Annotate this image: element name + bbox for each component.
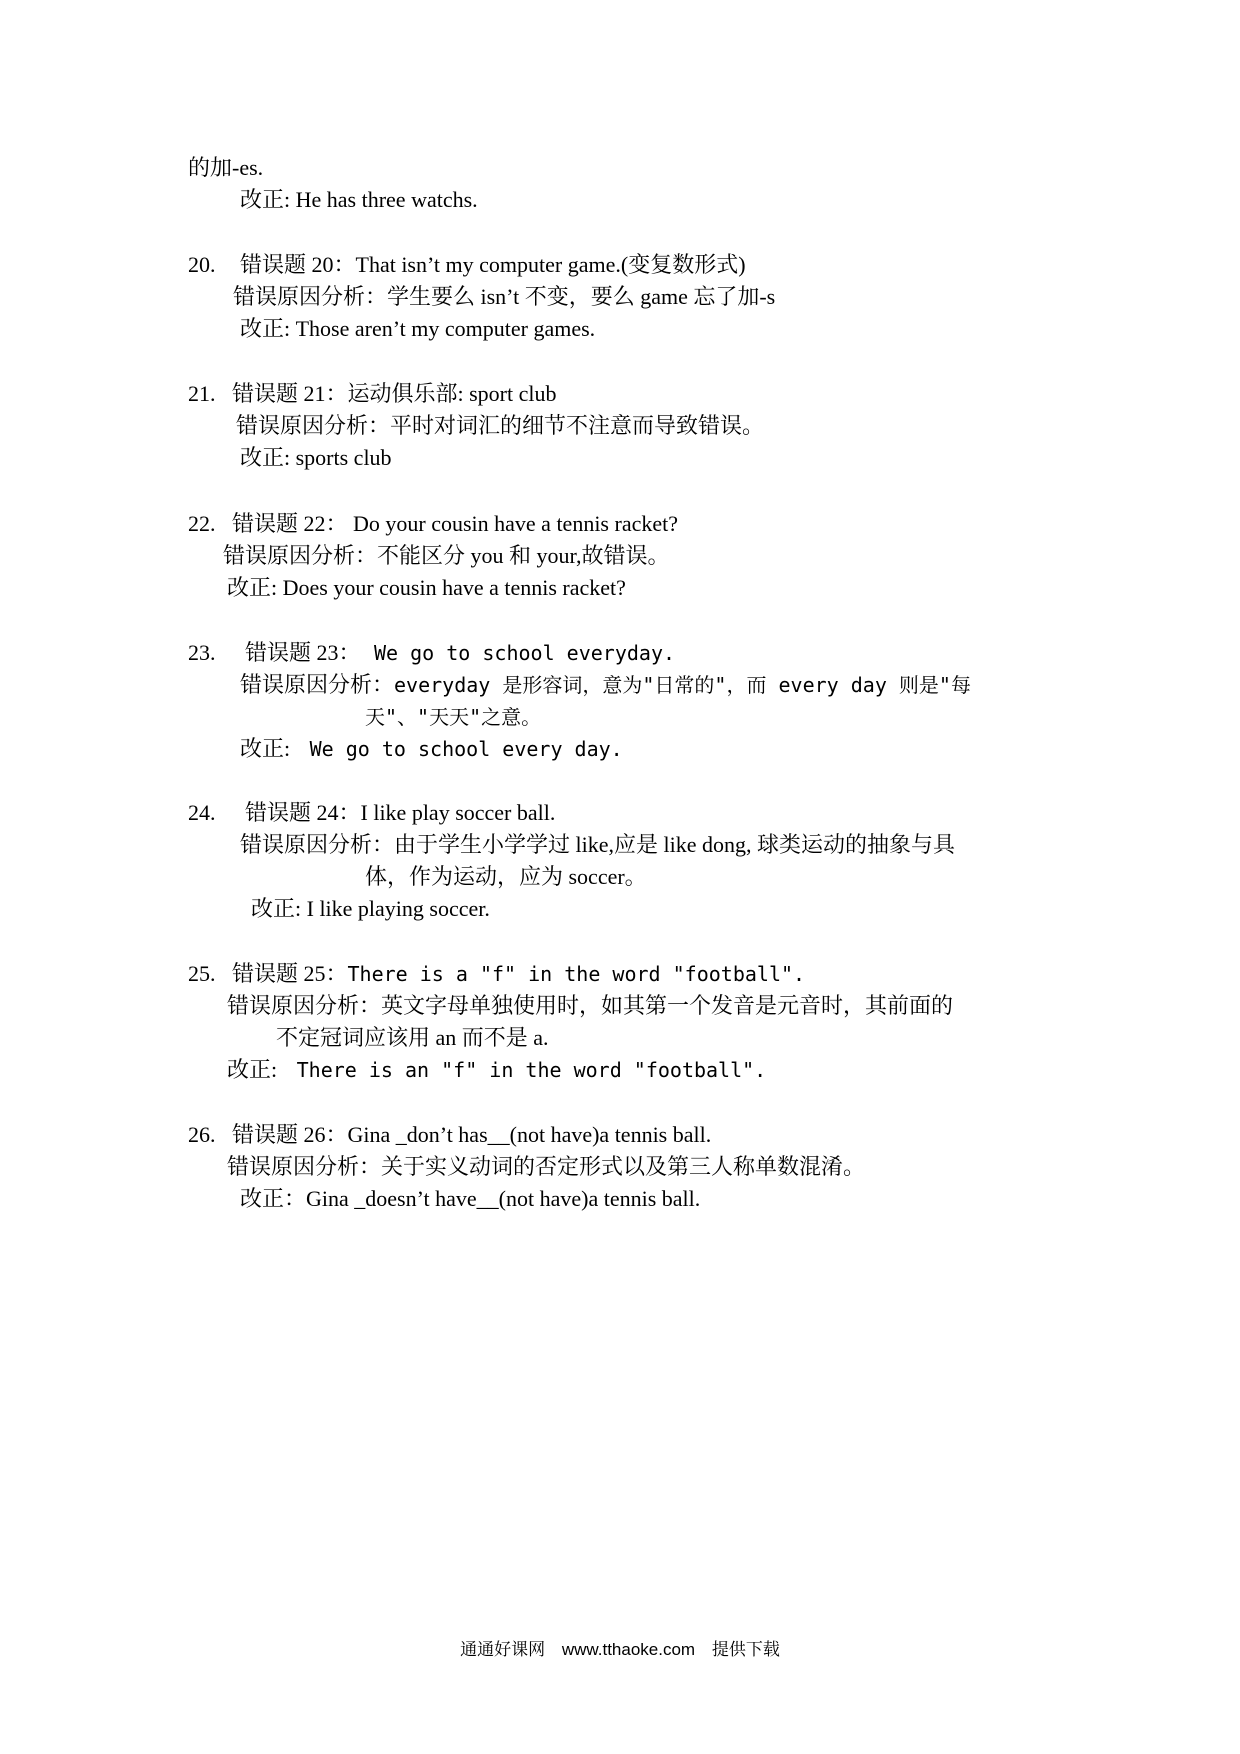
q20-title: 错误题 20：That isn’t my computer game.(变复数形式) [240,252,746,277]
q26-title: 错误题 26：Gina _don’t has__(not have)a tennis ball. [232,1122,712,1147]
intro-fix-label: 改正: [240,187,291,212]
q25-number: 25. [188,961,216,986]
q22-number: 22. [188,511,216,536]
intro-fix-text: He has three watchs. [290,187,478,212]
q25-analysis-cont: 不定冠词应该用 an 而不是 a. [276,1025,549,1050]
q20-number: 20. [188,252,216,277]
footer-site-name: 通通好课网 [460,1640,546,1659]
q23-analysis-cont: 天"、"天天"之意。 [365,705,542,729]
q25-analysis: 错误原因分析：英文字母单独使用时，如其第一个发音是元音时，其前面的 [227,993,954,1018]
q22-title: 错误题 22： Do your cousin have a tennis racket? [232,511,678,536]
q24-analysis: 错误原因分析：由于学生小学学过 like,应是 like dong, 球类运动的抽象与具 [240,832,955,857]
q20-fix: 改正: Those aren’t my computer games. [240,316,596,341]
q25-fix [227,1054,766,1086]
q21-title: 错误题 21：运动俱乐部: sport club [232,381,557,406]
page-footer [0,1638,1240,1662]
q23-fix-label: 改正: [240,736,291,761]
q24-fix: 改正: I like playing soccer. [251,896,490,921]
q26-fix: 改正：Gina _doesn’t have__(not have)a tennis ball. [240,1186,701,1211]
q23-title [245,637,675,669]
q24-number: 24. [188,800,216,825]
q23-fix [240,733,623,765]
q23-analysis-text: everyday 是形容词，意为"日常的"，而 every day 则是"每 [394,673,971,697]
footer-url[interactable]: www.tthaoke.com [561,1640,696,1659]
footer-note: 提供下载 [711,1640,780,1659]
q25-fix-text: There is an "f" in the word "football". [296,1058,767,1082]
q21-analysis: 错误原因分析：平时对词汇的细节不注意而导致错误。 [236,413,765,438]
q23-fix-text: We go to school every day. [309,737,623,761]
q24-analysis-cont: 体，作为运动，应为 soccer。 [365,864,647,889]
q26-number: 26. [188,1122,216,1147]
q25-fix-label: 改正: [227,1057,278,1082]
q26-analysis: 错误原因分析：关于实义动词的否定形式以及第三人称单数混淆。 [227,1154,866,1179]
q23-number: 23. [188,640,216,665]
q23-title-label: 错误题 23： [245,640,361,665]
q22-fix: 改正: Does your cousin have a tennis racket? [227,575,626,600]
q21-number: 21. [188,381,216,406]
q25-title-label: 错误题 25： [232,961,348,986]
q23-title-text: We go to school everyday. [374,641,676,665]
q24-title: 错误题 24：I like play soccer ball. [245,800,556,825]
q23-analysis-label: 错误原因分析： [240,672,395,697]
q22-analysis: 错误原因分析：不能区分 you 和 your,故错误。 [223,543,670,568]
intro-fix [240,184,478,216]
q21-fix: 改正: sports club [240,445,392,470]
intro-line: 的加-es. [188,155,264,180]
q25-title [232,958,805,990]
q20-analysis: 错误原因分析：学生要么 isn’t 不变，要么 game 忘了加-s [233,284,776,309]
q23-analysis [240,669,971,701]
q25-title-text: There is a "f" in the word "football". [347,962,806,986]
